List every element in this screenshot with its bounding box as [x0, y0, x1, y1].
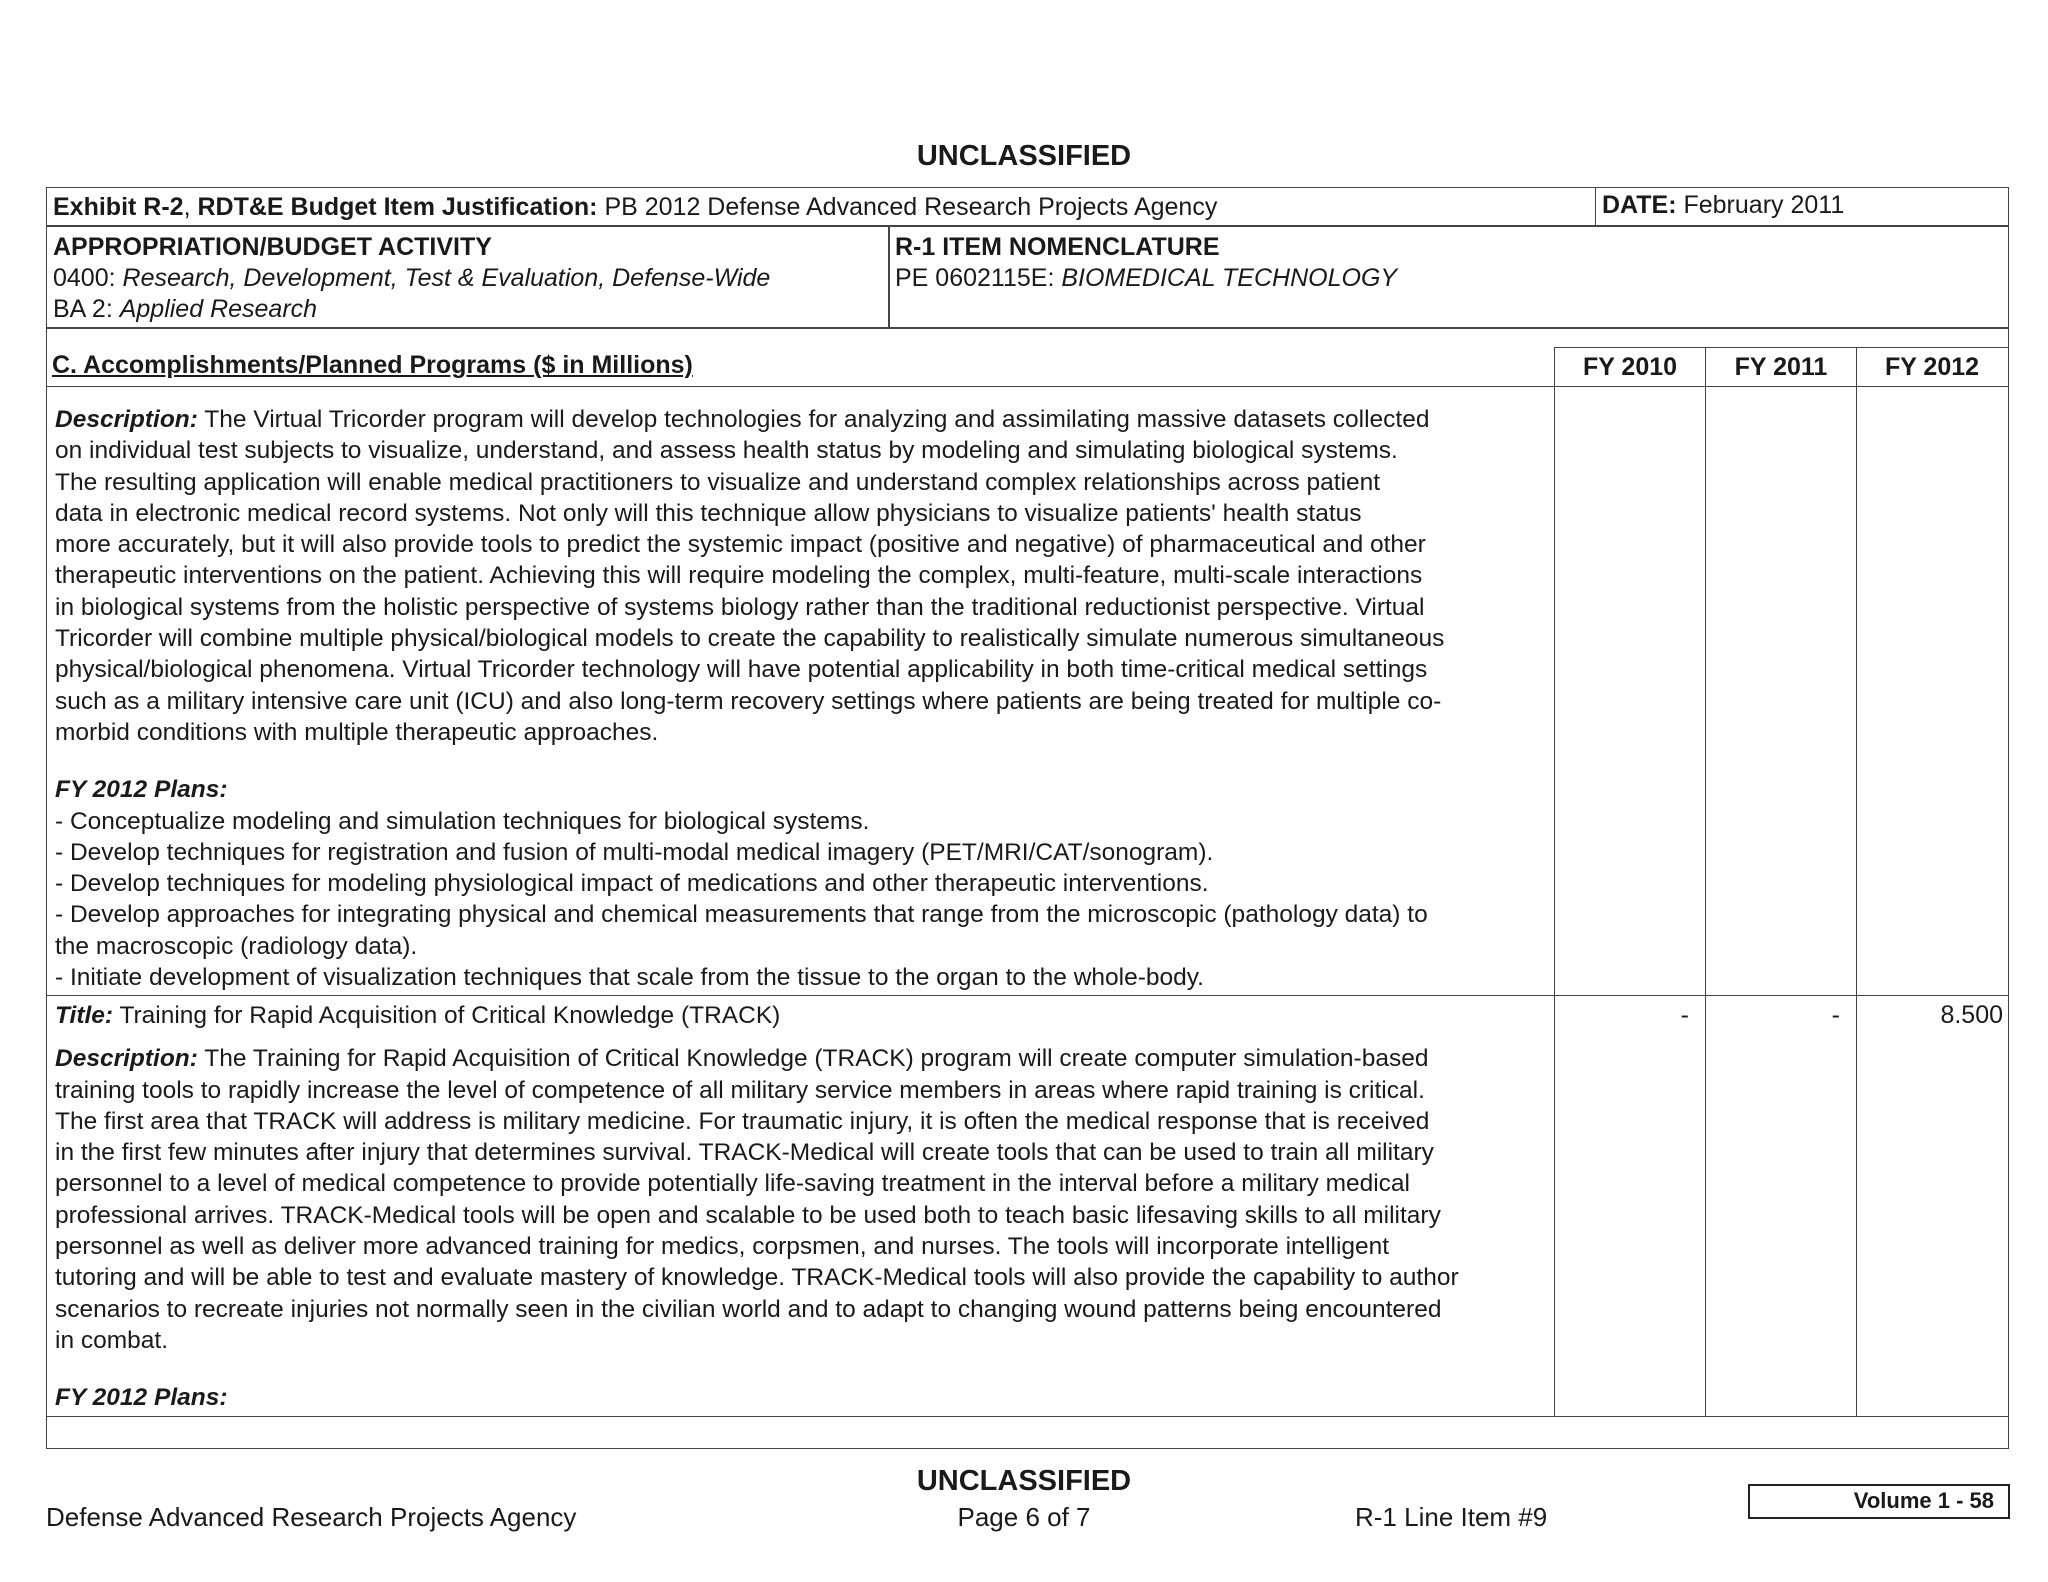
plan-item: - Develop techniques for registration and fusion of multi-modal medical imagery (PET/MRI/CAT/sonogram).	[55, 838, 1214, 866]
column-header-fy2010: FY 2010	[1582, 353, 1678, 381]
description-line: such as a military intensive care unit (ICU) and also long-term recovery settings where patients are being treated for multiple co-	[55, 687, 1442, 715]
budget-activity-code: BA 2:	[53, 295, 120, 323]
description-label: Description:	[55, 1045, 198, 1073]
date-label: DATE:	[1602, 190, 1677, 219]
title-value: Training for Rapid Acquisition of Critical Knowledge (TRACK)	[113, 1002, 781, 1029]
date-cell	[1595, 187, 2010, 227]
description-line: more accurately, but it will also provide tools to predict the systemic impact (positive and negative) of pharmaceutical and other	[55, 531, 1426, 559]
exhibit-title	[53, 192, 1217, 222]
top-classification: UNCLASSIFIED	[916, 140, 1132, 172]
title-label: Title:	[55, 1002, 114, 1029]
description-line: The resulting application will enable medical practitioners to visualize and understand complex relationships across patient	[55, 468, 1381, 496]
column-divider-fy2011	[1705, 347, 1706, 1417]
column-divider-fy2012	[1856, 347, 1857, 1417]
description-line: personnel to a level of medical competence to provide potentially life-saving treatment in the interval before a military medical	[55, 1170, 1411, 1198]
amount-fy2011: -	[1831, 1001, 1840, 1029]
description-line: tutoring and will be able to test and evaluate mastery of knowledge. TRACK-Medical tools will also provide the capability to author	[55, 1264, 1459, 1292]
r1-label: R-1 ITEM NOMENCLATURE	[895, 233, 1220, 261]
justification-label: RDT&E Budget Item Justification:	[197, 193, 598, 221]
footer-agency: Defense Advanced Research Projects Agency	[46, 1502, 577, 1532]
column-header-fy2012: FY 2012	[1884, 353, 1980, 381]
r1-nomenclature-cell	[888, 225, 2009, 329]
footer-page-number: Page 6 of 7	[957, 1502, 1091, 1532]
plan-item: - Develop techniques for modeling physiological impact of medications and other therapeutic interventions.	[55, 870, 1209, 898]
plans-label: FY 2012 Plans:	[55, 1384, 228, 1412]
description-line: therapeutic interventions on the patient. Achieving this will require modeling the complex, multi-feature, multi-scale interactions	[55, 562, 1423, 590]
description-line: morbid conditions with multiple therapeutic approaches.	[55, 718, 659, 746]
appropriation-code: 0400:	[53, 264, 123, 292]
description-text: The Virtual Tricorder program will develop technologies for analyzing and assimilating massive datasets collected	[197, 406, 1430, 433]
appropriation-name: Research, Development, Test & Evaluation, Defense-Wide	[122, 264, 771, 292]
description-text: The Training for Rapid Acquisition of Critical Knowledge (TRACK) program will create computer simulation-based	[197, 1045, 1429, 1073]
description-line: physical/biological phenomena. Virtual Tricorder technology will have potential applicability in both time-critical medical settings	[55, 656, 1428, 684]
program-track	[55, 1000, 1555, 1414]
description-line	[55, 1043, 1555, 1074]
footer-line-item: R-1 Line Item #9	[1355, 1502, 1548, 1532]
appropriation-label: APPROPRIATION/BUDGET ACTIVITY	[53, 233, 492, 261]
description-line: on individual test subjects to visualize, understand, and assess health status by modeling and simulating biological systems.	[55, 437, 1398, 465]
plan-item: - Develop approaches for integrating physical and chemical measurements that range from the microscopic (pathology data) to	[55, 901, 1428, 929]
r1-name: BIOMEDICAL TECHNOLOGY	[1061, 264, 1398, 292]
exhibit-separator: ,	[183, 193, 198, 221]
description-line: personnel as well as deliver more advanced training for medics, corpsmen, and nurses. The tools will incorporate intelligent	[55, 1233, 1390, 1261]
description-label: Description:	[55, 406, 198, 433]
table-header-rule	[46, 386, 2009, 387]
column-header-top-rule	[1554, 347, 2009, 348]
amount-fy2010: -	[1680, 1001, 1689, 1029]
description-line: professional arrives. TRACK-Medical tools will be open and scalable to be used both to teach basic lifesaving skills to all military	[55, 1201, 1441, 1229]
date-value: February 2011	[1676, 190, 1845, 219]
program-title	[55, 1000, 1555, 1031]
exhibit-header-row	[46, 187, 2009, 227]
justification-value: PB 2012 Defense Advanced Research Projects Agency	[597, 193, 1218, 221]
description-line: in biological systems from the holistic perspective of systems biology rather than the traditional reductionist perspective. Virtual	[55, 593, 1425, 621]
appropriation-cell	[46, 225, 890, 329]
volume-box: Volume 1 - 58	[1748, 1484, 2010, 1519]
description-line: Tricorder will combine multiple physical/biological models to create the capability to realistically simulate numerous simultaneous	[55, 625, 1445, 653]
section-title: C. Accomplishments/Planned Programs ($ in Millions)	[52, 351, 693, 379]
exhibit-label: Exhibit R-2	[53, 193, 184, 221]
plan-item: - Initiate development of visualization techniques that scale from the tissue to the organ to the whole-body.	[55, 964, 1204, 992]
budget-activity-name: Applied Research	[119, 295, 318, 323]
plan-item: the macroscopic (radiology data).	[55, 932, 418, 960]
amount-fy2012: 8.500	[1940, 1001, 2003, 1029]
bottom-classification: UNCLASSIFIED	[916, 1465, 1132, 1497]
table-bottom-rule	[46, 1416, 2009, 1417]
description-line: in the first few minutes after injury that determines survival. TRACK-Medical will create tools that can be used to train all military	[55, 1139, 1434, 1167]
plans-label: FY 2012 Plans:	[55, 776, 228, 804]
r1-code: PE 0602115E:	[895, 264, 1062, 292]
description-line: The first area that TRACK will address is military medicine. For traumatic injury, it is often the medical response that is received	[55, 1107, 1430, 1135]
program-virtual-tricorder	[55, 404, 1555, 993]
description-line: scenarios to recreate injuries not normally seen in the civilian world and to adapt to changing wound patterns being encountered	[55, 1295, 1442, 1323]
description-line: in combat.	[55, 1326, 169, 1354]
plan-item: - Conceptualize modeling and simulation techniques for biological systems.	[55, 807, 870, 835]
description-line: data in electronic medical record systems. Not only will this technique allow physicians to visualize patients' health status	[55, 499, 1362, 527]
description-line	[55, 404, 1555, 435]
column-header-fy2011: FY 2011	[1734, 353, 1828, 381]
description-line: training tools to rapidly increase the level of competence of all military service members in areas where rapid training is critical.	[55, 1076, 1425, 1104]
row-separator	[46, 995, 2009, 996]
